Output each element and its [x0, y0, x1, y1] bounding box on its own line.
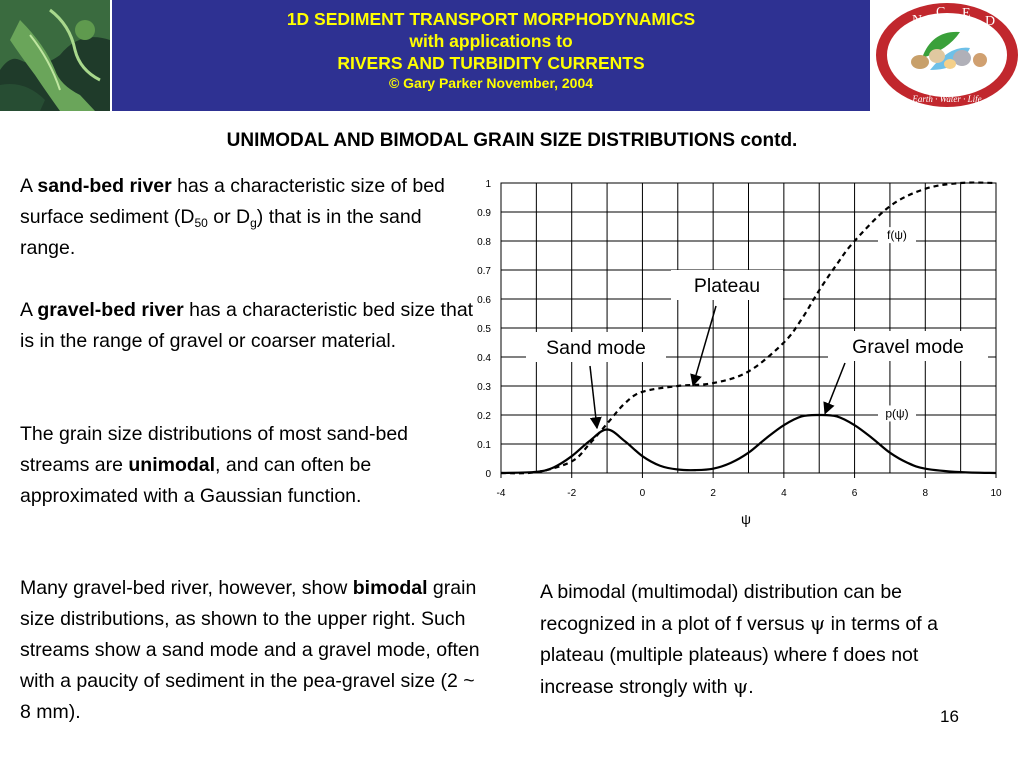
subscript-50: 50 — [194, 216, 208, 230]
chart-grid — [501, 183, 996, 478]
y-tick-label: 0.6 — [477, 295, 491, 306]
paragraph-sand-bed — [20, 171, 480, 264]
arrow-plateau — [693, 306, 716, 385]
term-gravel-bed-river: gravel-bed river — [37, 299, 184, 321]
nced-logo — [870, 0, 1024, 111]
arrow-gravel-mode — [825, 363, 845, 414]
series-label-p-psi: p(ψ) — [885, 406, 909, 421]
copyright-line: © Gary Parker November, 2004 — [388, 75, 594, 91]
text-run: in terms of a plateau (multiple plateaus) where f does not increase strongly with — [540, 613, 938, 698]
text-run: has a characteristic size of bed surface sediment (D — [20, 175, 445, 228]
x-tick-label: -4 — [496, 488, 506, 499]
course-title-line2: with applications to — [409, 31, 573, 51]
x-tick-label: 8 — [922, 488, 929, 499]
y-tick-label: 1 — [485, 179, 491, 190]
text-run: or D — [207, 206, 251, 228]
x-tick-label: 6 — [851, 488, 858, 499]
term-bimodal: bimodal — [352, 577, 428, 599]
psi-symbol: ψ — [732, 675, 749, 698]
chart-caption — [540, 577, 985, 703]
y-tick-label: 0 — [485, 469, 491, 480]
delta-satellite-image — [0, 0, 110, 111]
text-run: A — [20, 175, 38, 197]
header — [0, 0, 1024, 111]
annotation-gravel-mode: Gravel mode — [852, 336, 964, 358]
grain-size-chart — [460, 168, 1020, 540]
x-tick-label: 2 — [710, 488, 716, 499]
x-tick-label: -2 — [567, 488, 577, 499]
text-run: has a characteristic bed size that is in the range of gravel or coarser material. — [20, 299, 474, 352]
text-run: ) that is in the sand range. — [20, 206, 422, 259]
term-sand-bed-river: sand-bed river — [37, 175, 172, 197]
x-tick-label: 4 — [781, 488, 787, 499]
y-tick-label: 0.3 — [477, 382, 491, 393]
term-unimodal: unimodal — [128, 454, 216, 476]
title-banner — [112, 0, 870, 111]
paragraph-unimodal — [20, 419, 460, 512]
text-run: Many gravel-bed river, however, show — [20, 577, 353, 599]
course-title-line3: RIVERS AND TURBIDITY CURRENTS — [337, 53, 645, 73]
y-tick-label: 0.8 — [477, 237, 491, 248]
series-label-f-psi: f(ψ) — [887, 228, 907, 243]
x-axis-label: ψ — [741, 511, 751, 527]
y-tick-label: 0.4 — [477, 353, 491, 364]
paragraph-gravel-bed — [20, 295, 480, 357]
course-title-line1: 1D SEDIMENT TRANSPORT MORPHODYNAMICS — [286, 9, 696, 29]
logo-letter-n: N — [912, 13, 923, 28]
text-run: A — [20, 299, 38, 321]
arrow-sand-mode — [590, 366, 597, 428]
y-tick-label: 0.1 — [477, 440, 491, 451]
slide-title: UNIMODAL AND BIMODAL GRAIN SIZE DISTRIBUTIONS contd. — [226, 130, 798, 151]
x-tick-label: 10 — [990, 488, 1002, 499]
paragraph-bimodal — [20, 573, 480, 728]
y-tick-label: 0.2 — [477, 411, 491, 422]
logo-motto: Earth · Water · Life — [912, 94, 982, 104]
text-run: The grain size distributions of most sand-bed streams are — [20, 423, 409, 476]
y-tick-label: 0.9 — [477, 208, 491, 219]
annotation-sand-mode: Sand mode — [546, 337, 646, 359]
logo-letter-d: D — [985, 14, 996, 29]
psi-symbol: ψ — [809, 612, 826, 635]
y-tick-label: 0.7 — [477, 266, 491, 277]
logo-letter-e: E — [962, 6, 971, 21]
subscript-g: g — [250, 216, 257, 230]
text-run: , and can often be approximated with a Gaussian function. — [20, 454, 372, 507]
y-tick-label: 0.5 — [477, 324, 491, 335]
text-run: A bimodal (multimodal) distribution can be recognized in a plot of f versus — [540, 581, 903, 635]
x-tick-label: 0 — [639, 488, 646, 499]
page-number: 16 — [940, 707, 959, 726]
annotation-plateau: Plateau — [693, 275, 761, 297]
text-run: grain size distributions, as shown to the upper right. Such streams show a sand mode and a gravel mode, often with a paucity of sediment in the pea-gravel size (2 ~ 8 mm). — [20, 577, 480, 723]
text-run: . — [748, 676, 754, 698]
logo-letter-c: C — [936, 5, 946, 20]
